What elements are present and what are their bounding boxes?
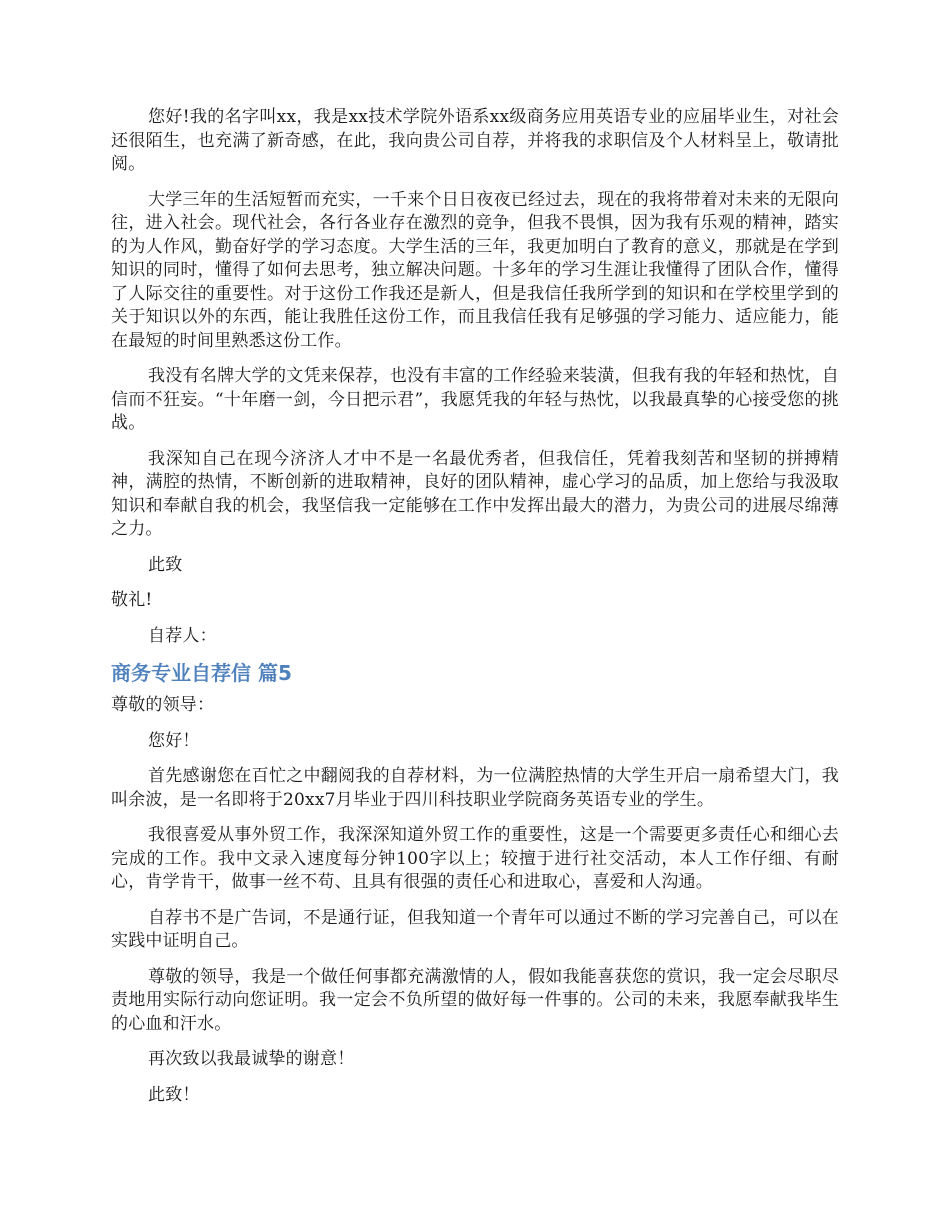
letter5-paragraph: 尊敬的领导，我是一个做任何事都充满激情的人，假如我能喜获您的赏识，我一定会尽职尽责地用实际行动向您证明。我一定会不负所望的做好每一件事的。公司的未来，我愿奉献我毕生的心血和汗水。 [111,966,839,1034]
letter5-hello: 您好！ [148,730,200,751]
letter5-paragraph: 首先感谢您在百忙之中翻阅我的自荐材料，为一位满腔热情的大学生开启一扇希望大门，我叫余波，是一名即将于20xx7月毕业于四川科技职业学院商务英语专业的学生。 [111,766,839,810]
letter4-closing: 此致 [148,554,183,575]
letter5-paragraph: 再次致以我最诚挚的谢意！ [148,1049,355,1069]
letter5-paragraph: 自荐书不是广告词，不是通行证，但我知道一个青年可以通过不断的学习完善自己，可以在实践中证明自己。 [111,907,839,951]
letter4-signature: 自荐人： [148,625,217,646]
letter5-greeting: 尊敬的领导： [111,695,215,715]
letter5-paragraph: 我很喜爱从事外贸工作，我深深知道外贸工作的重要性，这是一个需要更多责任心和细心去完成的工作。我中文录入速度每分钟100字以上；较擅于进行社交活动，本人工作仔细、有耐心，肯学肯干，做事一丝不苟、且具有很强的责任心和进取心，喜爱和人沟通。 [111,825,839,892]
letter4-paragraph: 大学三年的生活短暂而充实，一千来个日日夜夜已经过去，现在的我将带着对未来的无限向往，进入社会。现代社会，各行各业存在激烈的竞争，但我不畏惧，因为我有乐观的精神，踏实的为人作风，勤奋好学的学习态度。大学生活的三年，我更加明白了教育的意义，那就是在学到知识的同时，懂得了如何去思考，独立解决问题。十多年的学习生涯让我懂得了团队合作，懂得了人际交往的重要性。对于这份工作我还是新人，但是我信任我所学到的知识和在学校里学到的关于知识以外的东西，能让我胜任这份工作，而且我信任我有足够强的学习能力、适应能力，能在最短的时间里熟悉这份工作。 [111,189,839,351]
document-body [111,106,839,1119]
letter5-closing: 此致！ [148,1084,200,1105]
letter4-paragraph: 我没有名牌大学的文凭来保荐，也没有丰富的工作经验来装潢，但我有我的年轻和热忱，自信而不狂妄。“十年磨一剑，今日把示君”，我愿凭我的年轻与热忱，以我最真挚的心接受您的挑战。 [111,366,839,433]
section-title: 商务专业自荐信 篇5 [111,661,292,685]
letter4-salute: 敬礼! [111,590,153,610]
letter4-paragraph: 我深知自己在现今济济人才中不是一名最优秀者，但我信任，凭着我刻苦和坚韧的拼搏精神，满腔的热情，不断创新的进取精神，良好的团队精神，虚心学习的品质，加上您给与我汲取知识和奉献自我的机会，我坚信我一定能够在工作中发挥出最大的潜力，为贵公司的进展尽绵薄之力。 [111,448,839,539]
letter4-paragraph: 您好!我的名字叫xx，我是xx技术学院外语系xx级商务应用英语专业的应届毕业生，对社会还很陌生，也充满了新奇感，在此，我向贵公司自荐，并将我的求职信及个人材料呈上，敬请批阅。 [111,107,839,174]
